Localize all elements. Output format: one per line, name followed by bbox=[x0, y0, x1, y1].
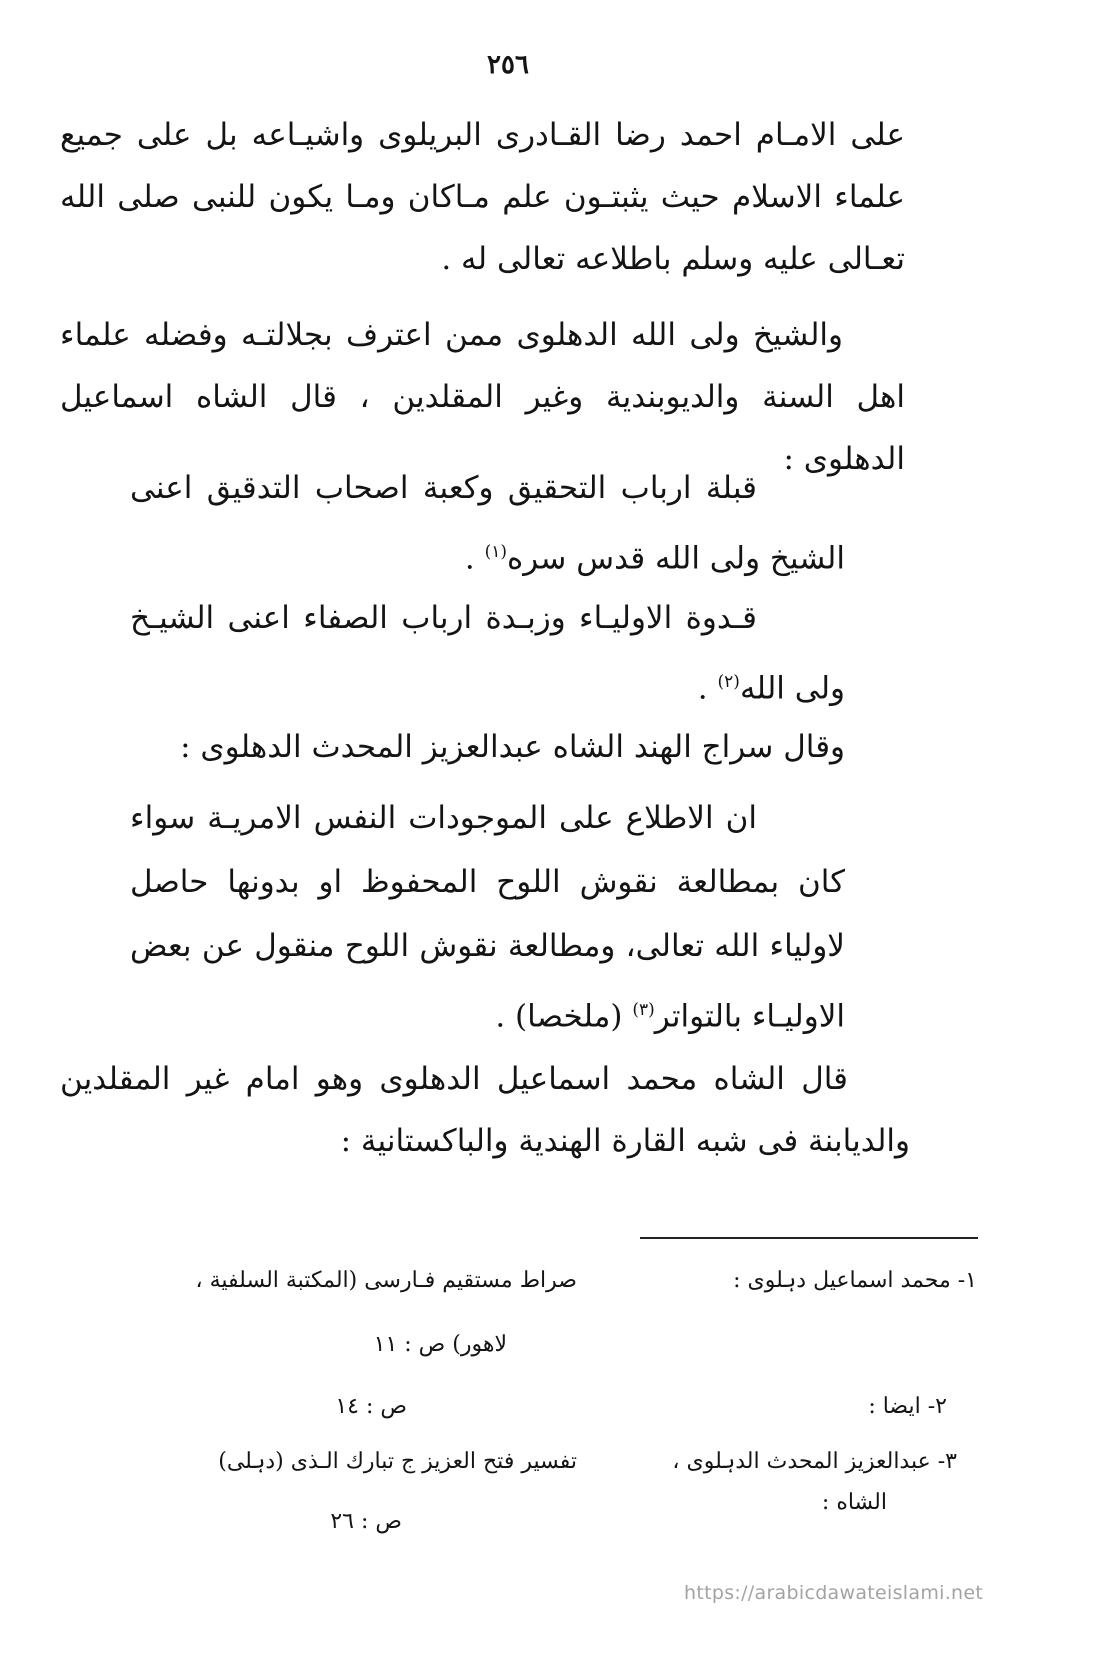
footnote-ref-3: (٣) bbox=[632, 1000, 655, 1020]
quote-1-text: قبلة ارباب التحقيق وكعبة اصحاب التدقيق اعنى الشيخ ولى الله قدس سره bbox=[130, 470, 845, 577]
quote-1-end: . bbox=[464, 540, 485, 577]
footnote-2-page: ص : ١٤ bbox=[335, 1394, 407, 1419]
paragraph-4: قال الشاه محمد اسماعيل الدهلوى وهو امام غير المقلدين والديابنة فى شبه القارة الهندية والباكستانية : bbox=[60, 1061, 910, 1159]
paragraph-3: وقال سراج الهند الشاه عبدالعزيز المحدث الدهلوى : bbox=[180, 729, 845, 765]
footnote-3-author-cont: الشاه : bbox=[821, 1490, 887, 1515]
paragraph-1: على الامـام احمد رضا القـادرى البريلوى واشيـاعه بل على جميع علماء الاسلام حيث يثبتـون علم مـاكان ومـا يكون للنبى صلى الله تعـالى عليه وسلم باطلاعه تعالى له . bbox=[60, 117, 905, 277]
quote-1 bbox=[130, 456, 845, 590]
quote-3-end: (ملخصا) . bbox=[495, 998, 633, 1035]
footnote-1-page: لاهور) ص : ١١ bbox=[373, 1332, 507, 1357]
footnote-3-title: تفسير فتح العزيز ج تبارك الـذى (دہلى) bbox=[218, 1449, 577, 1474]
quote-2 bbox=[130, 586, 845, 720]
quote-2-text: قـدوة الاوليـاء وزبـدة ارباب الصفاء اعنى الشيـخ ولى الله bbox=[130, 600, 845, 707]
footnote-1-author: ١- محمد اسماعيل دہلوی : bbox=[733, 1268, 977, 1293]
footnote-1-title: صراط مستقيم فـارسى (المكتبة السلفية ، bbox=[195, 1268, 577, 1293]
footnote-divider bbox=[640, 1237, 978, 1239]
footnote-ref-2: (٢) bbox=[717, 672, 740, 692]
paragraph-2: والشيخ ولى الله الدهلوى ممن اعترف بجلالتـه وفضله علماء اهل السنة والديوبندية وغير المقلدين ، قال الشاه اسماعيل الدهلوى : bbox=[60, 317, 905, 477]
footnote-ref-1: (١) bbox=[484, 542, 508, 562]
watermark: https://arabicdawateislami.net bbox=[684, 1582, 984, 1604]
quote-2-end: . bbox=[697, 670, 718, 707]
footnote-3-author: ٣- عبدالعزيز المحدث الدہلوى ، bbox=[672, 1449, 957, 1474]
footnote-3-page: ص : ٢٦ bbox=[330, 1509, 402, 1534]
quote-3 bbox=[130, 786, 845, 1048]
quote-3-text: ان الاطلاع على الموجودات النفس الامريـة سواء كان بمطالعة نقوش اللوح المحفوظ او بدونها حاصل لاولياء الله تعالى، ومطالعة نقوش اللوح منقول عن بعض الاوليـاء بالتواتر bbox=[130, 800, 845, 1035]
page-number: ٢٥٦ bbox=[487, 50, 529, 80]
footnote-2-author: ٢- ايضا : bbox=[868, 1394, 947, 1419]
